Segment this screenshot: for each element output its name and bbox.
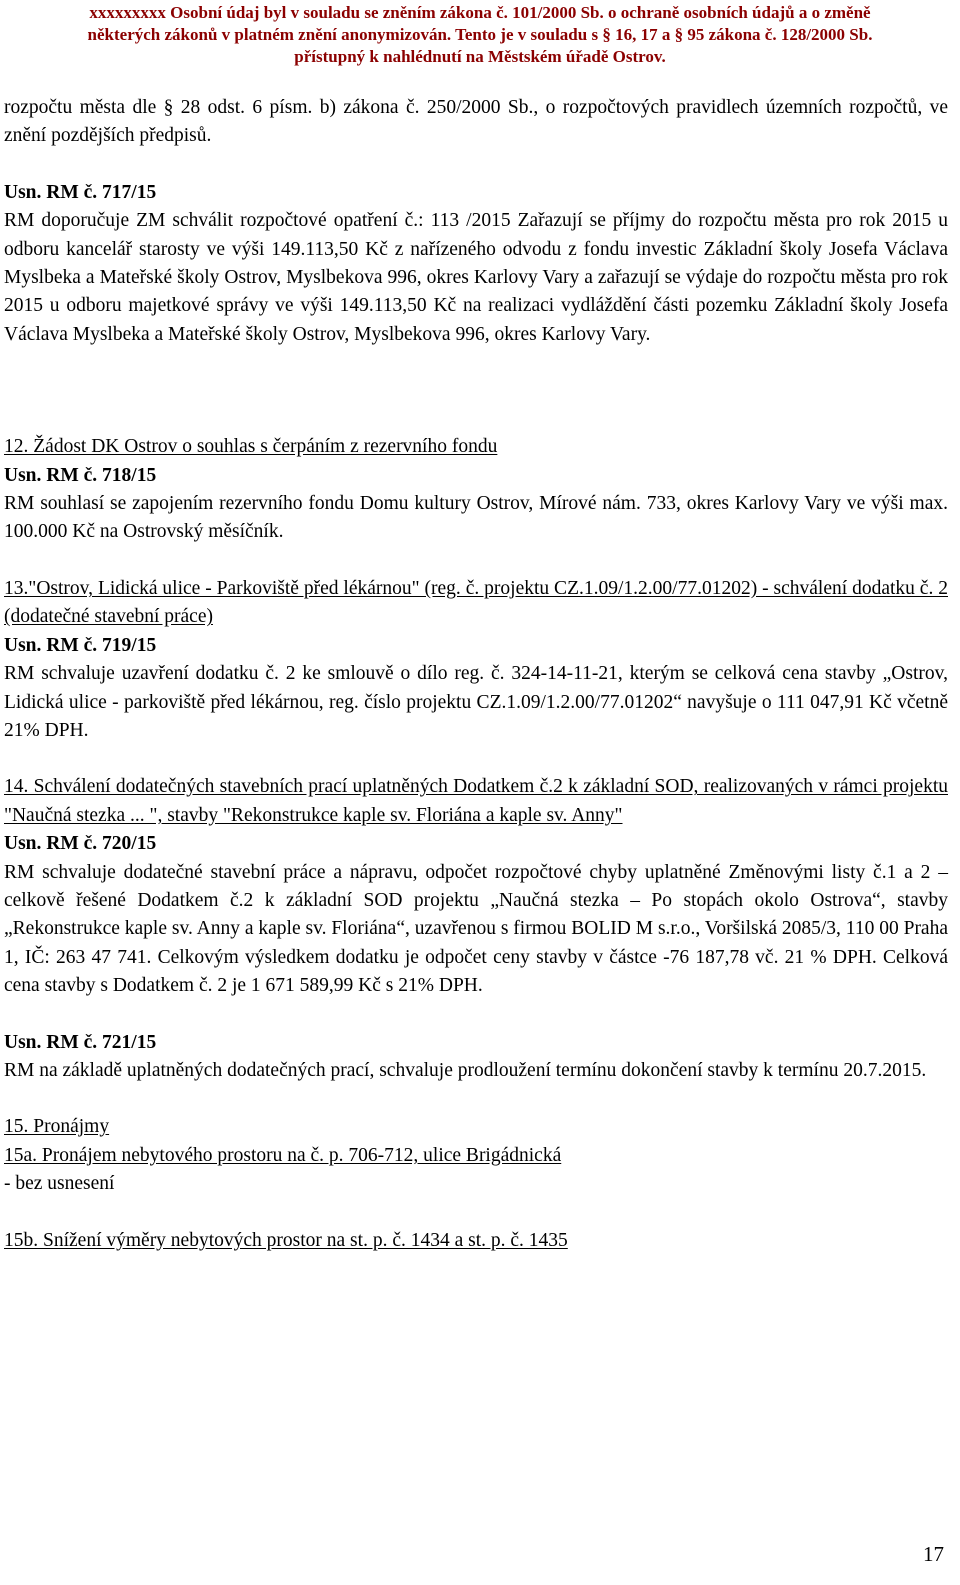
- item-15a-title: 15a. Pronájem nebytového prostoru na č. p. 706-712, ulice Brigádnická: [4, 1144, 562, 1166]
- notice-line-2: některých zákonů v platném znění anonymizován. Tento je v souladu s § 16, 17 a § 95 zákona č. 128/2000 Sb.: [87, 25, 873, 44]
- resolution-721-text: RM na základě uplatněných dodatečných prací, schvaluje prodloužení termínu dokončení stavby k termínu 20.7.2015.: [4, 1059, 927, 1081]
- resolution-717-label: Usn. RM č. 717/15: [4, 181, 157, 203]
- item-15b-title: 15b. Snížení výměry nebytových prostor na st. p. č. 1434 a st. p. č. 1435: [4, 1229, 568, 1251]
- item-15-title: 15. Pronájmy: [4, 1116, 110, 1138]
- document-body: [4, 94, 948, 1255]
- resolution-717-text: RM doporučuje ZM schválit rozpočtové opatření č.: 113 /2015 Zařazují se příjmy do rozpočtu města pro rok 2015 u odboru kancelář starosty ve výši 149.113,50 Kč z nařízeného odvodu z fondu investic Základní školy Josefa Václava Myslbeka a Mateřské školy Ostrov, Myslbekova 996, okres Karlovy Vary a zařazují se výdaje do rozpočtu města pro rok 2015 u odboru majetkové správy ve výši 149.113,50 Kč na realizaci vydláždění části pozemku Základní školy Josefa Václava Myslbeka a Mateřské školy Ostrov, Myslbekova 996, okres Karlovy Vary.: [4, 210, 948, 345]
- resolution-720-label: Usn. RM č. 720/15: [4, 833, 157, 855]
- resolution-721-label: Usn. RM č. 721/15: [4, 1031, 157, 1053]
- item-13-title: 13."Ostrov, Lidická ulice - Parkoviště před lékárnou" (reg. č. projektu CZ.1.09/1.2.00/77.01202) - schválení dodatku č. 2 (dodatečné stavební práce): [4, 577, 948, 628]
- intro-paragraph: rozpočtu města dle § 28 odst. 6 písm. b) zákona č. 250/2000 Sb., o rozpočtových pravidlech územních rozpočtů, ve znění pozdějších předpisů.: [4, 97, 948, 147]
- notice-line-3: přístupný k nahlédnutí na Městském úřadě Ostrov.: [294, 47, 666, 66]
- page-number: 17: [923, 1542, 944, 1566]
- resolution-718-label: Usn. RM č. 718/15: [4, 464, 157, 486]
- item-15a-note: - bez usnesení: [4, 1173, 115, 1195]
- resolution-718-text: RM souhlasí se zapojením rezervního fondu Domu kultury Ostrov, Mírové nám. 733, okres Karlovy Vary ve výši max. 100.000 Kč na Ostrovský měsíčník.: [4, 493, 948, 543]
- anonymization-notice: [0, 2, 960, 68]
- resolution-719-text: RM schvaluje uzavření dodatku č. 2 ke smlouvě o dílo reg. č. 324-14-11-21, kterým se celková cena stavby „Ostrov, Lidická ulice - parkoviště před lékárnou, reg. číslo projektu CZ.1.09/1.2.00/77.01202“ navyšuje o 111 047,91 Kč včetně 21% DPH.: [4, 663, 948, 741]
- resolution-720-text: RM schvaluje dodatečné stavební práce a nápravu, odpočet rozpočtové chyby uplatněné Změnovými listy č.1 a 2 – celkově řešené Dodatkem č.2 k základní SOD projektu „Naučná stezka – Po stopách okolo Ostrova“, stavby „Rekonstrukce kaple sv. Anny a kaple sv. Floriána“, uzavřenou s firmou BOLID M s.r.o., Voršilská 2085/3, 110 00 Praha 1, IČ: 263 47 741. Celkovým výsledkem dodatku je odpočet ceny stavby v částce -76 187,78 vč. 21 % DPH. Celková cena stavby s Dodatkem č. 2 je 1 671 589,99 Kč s 21% DPH.: [4, 861, 948, 997]
- resolution-719-label: Usn. RM č. 719/15: [4, 634, 157, 656]
- item-12-title: 12. Žádost DK Ostrov o souhlas s čerpáním z rezervního fondu: [4, 436, 498, 458]
- item-14-title: 14. Schválení dodatečných stavebních prací uplatněných Dodatkem č.2 k základní SOD, realizovaných v rámci projektu "Naučná stezka ... ", stavby "Rekonstrukce kaple sv. Floriána a kaple sv. Anny": [4, 776, 948, 826]
- notice-line-1: xxxxxxxxx Osobní údaj byl v souladu se zněním zákona č. 101/2000 Sb. o ochraně osobních údajů a o změně: [89, 3, 871, 22]
